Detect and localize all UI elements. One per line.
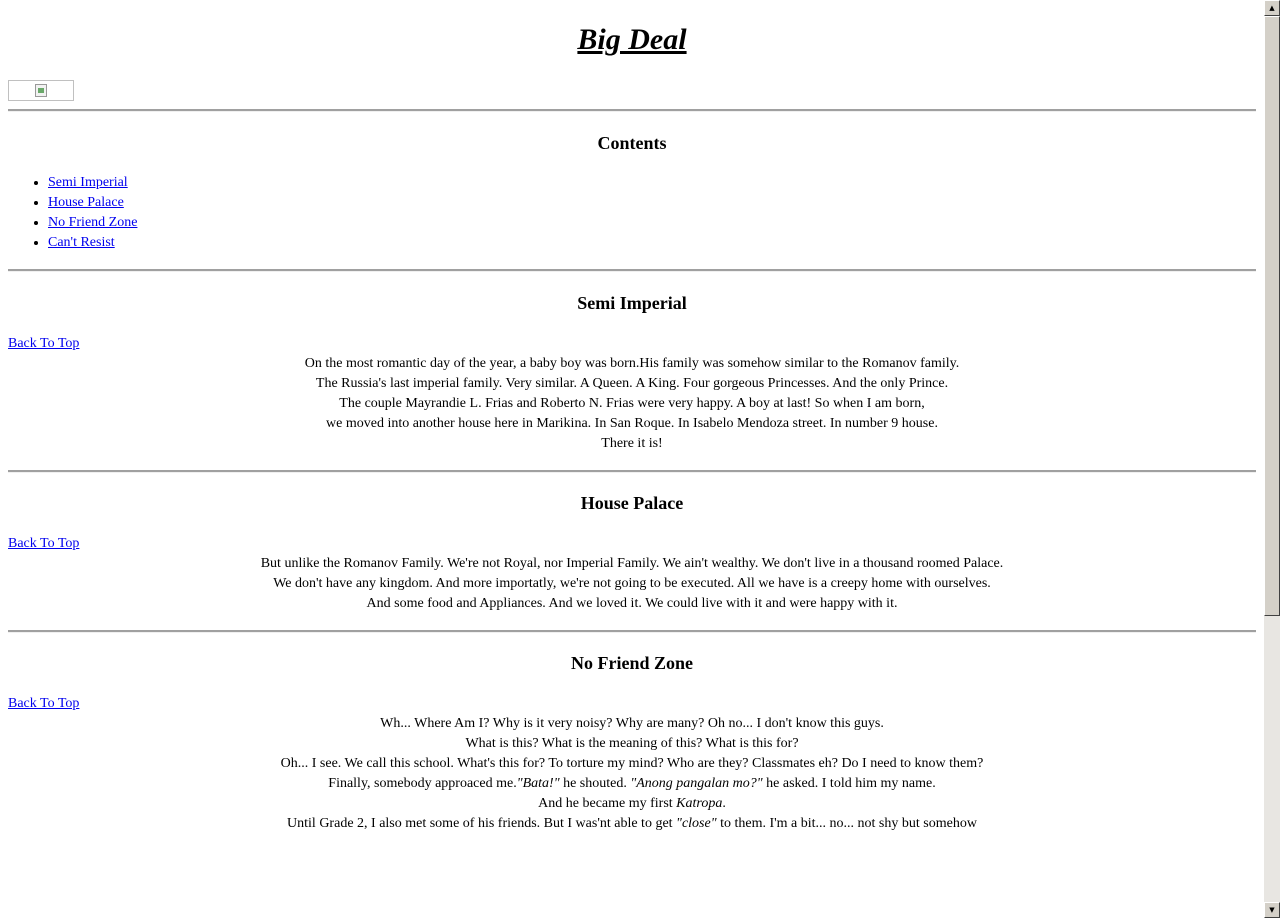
toc-link-no-friend-zone[interactable]: No Friend Zone (48, 215, 138, 230)
section-paragraph (8, 714, 1256, 754)
paragraph-line: we moved into another house here in Marikina. In San Roque. In Isabelo Mendoza street. In number 9 house. (326, 416, 938, 431)
section-heading-semi-imperial: Semi Imperial (577, 293, 687, 313)
divider (8, 630, 1256, 633)
toc-item (48, 193, 1256, 213)
table-of-contents (8, 173, 1256, 253)
section-heading-house-palace: House Palace (580, 493, 684, 513)
vertical-scrollbar[interactable] (1264, 0, 1280, 918)
toc-link-semi-imperial[interactable]: Semi Imperial (48, 175, 128, 190)
arrow-down-icon[interactable]: ▼ (1264, 902, 1280, 918)
document-body (0, 21, 1264, 834)
paragraph-line: And some food and Appliances. And we loved it. We could live with it and were happy with it. (366, 596, 898, 611)
paragraph-line: Until Grade 2, I also met some of his friends. But I was'nt able to get "close" to them. I'm a bit... no... not shy but somehow (287, 816, 977, 831)
section-paragraph (8, 554, 1256, 614)
toc-item (48, 173, 1256, 193)
banner-image (8, 80, 74, 101)
scrollbar-thumb[interactable] (1264, 16, 1280, 616)
section-paragraph (8, 354, 1256, 394)
divider (8, 109, 1256, 112)
paragraph-line: Wh... Where Am I? Why is it very noisy? Why are many? Oh no... I don't know this guys. (380, 716, 884, 731)
divider (8, 470, 1256, 473)
paragraph-line: We don't have any kingdom. And more importatly, we're not going to be executed. All we have is a creepy home with ourselves. (273, 576, 991, 591)
back-to-top-link[interactable]: Back To Top (8, 336, 80, 351)
section-heading-no-friend-zone: No Friend Zone (570, 653, 693, 673)
paragraph-line: What is this? What is the meaning of this? What is this for? (465, 736, 799, 751)
toc-link-house-palace[interactable]: House Palace (48, 195, 124, 210)
arrow-up-icon[interactable]: ▲ (1264, 0, 1280, 16)
paragraph-line: But unlike the Romanov Family. We're not Royal, nor Imperial Family. We ain't wealthy. We don't live in a thousand roomed Palace. (260, 556, 1004, 571)
broken-image-icon (35, 84, 47, 97)
paragraph-line: On the most romantic day of the year, a baby boy was born.His family was somehow similar to the Romanov family. (304, 356, 960, 371)
toc-link-cant-resist[interactable]: Can't Resist (48, 235, 115, 250)
paragraph-line: The Russia's last imperial family. Very similar. A Queen. A King. Four gorgeous Princesses. And the only Prince. (315, 376, 949, 391)
contents-heading: Contents (597, 133, 667, 153)
back-to-top-link[interactable]: Back To Top (8, 536, 80, 551)
section-paragraph (8, 814, 1256, 834)
page-title: Big Deal (577, 23, 687, 56)
paragraph-line: There it is! (601, 436, 663, 451)
section-paragraph (8, 394, 1256, 454)
paragraph-line: And he became my first Katropa. (538, 796, 726, 811)
toc-item (48, 233, 1256, 253)
paragraph-line: Oh... I see. We call this school. What's this for? To torture my mind? Who are they? Classmates eh? Do I need to know them? (280, 756, 984, 771)
divider (8, 269, 1256, 272)
paragraph-line: Finally, somebody approaced me."Bata!" he shouted. "Anong pangalan mo?" he asked. I told him my name. (328, 776, 936, 791)
paragraph-line: The couple Mayrandie L. Frias and Roberto N. Frias were very happy. A boy at last! So when I am born, (339, 396, 925, 411)
toc-item (48, 213, 1256, 233)
back-to-top-link[interactable]: Back To Top (8, 696, 80, 711)
section-paragraph (8, 754, 1256, 814)
